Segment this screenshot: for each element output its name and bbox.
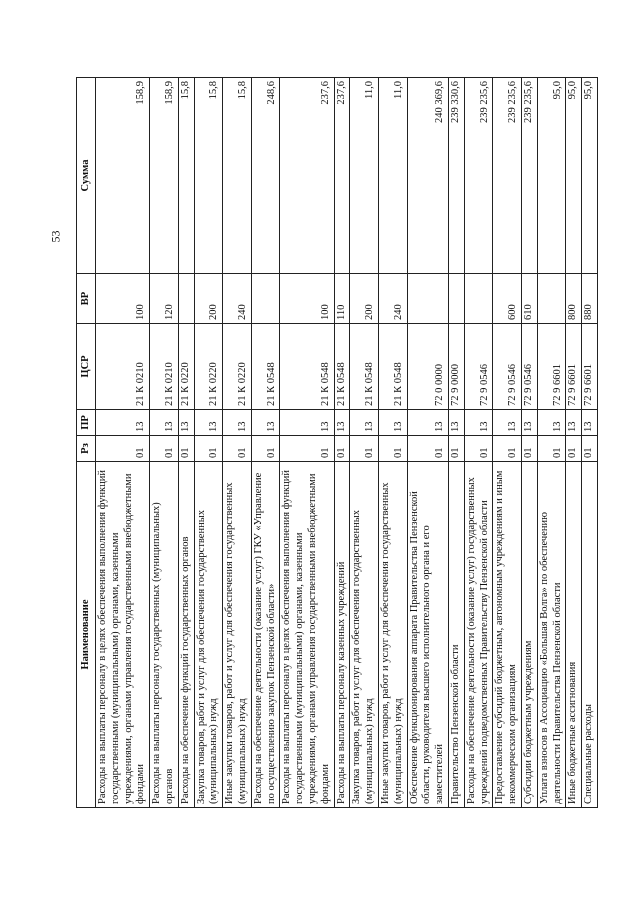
cell-rz: 01 [96,436,150,462]
cell-csr: 21 К 0220 [223,324,252,410]
table-row [537,78,566,808]
cell-vr: 120 [150,274,179,324]
cell-rz: 01 [493,436,522,462]
header-csr: ЦСР [77,324,96,410]
table-row [350,78,379,808]
cell-sum: 239 235,6 [464,78,493,274]
cell-pr: 13 [537,410,566,436]
cell-vr: 600 [493,274,522,324]
cell-rz: 01 [178,436,194,462]
cell-sum: 158,9 [96,78,150,274]
table-row [251,78,280,808]
cell-name: Расходы на выплаты персоналу в целях обеспечения выполнения функций государственными (муниципальными) органами, казенными учреждениями, органами управления государственными внебюджетными фондами [280,462,334,808]
table-row [280,78,334,808]
cell-vr: 880 [582,274,598,324]
cell-csr: 72 9 6601 [582,324,598,410]
cell-sum: 239 330,6 [448,78,464,274]
cell-csr: 72 9 0546 [464,324,493,410]
cell-vr [251,274,280,324]
cell-rz: 01 [464,436,493,462]
cell-sum: 237,6 [334,78,350,274]
cell-vr [537,274,566,324]
cell-name: Расходы на выплаты персоналу в целях обеспечения выполнения функций государственными (муниципальными) органами, казенными учреждениями, органами управления государственными внебюджетными фондами [96,462,150,808]
rotated-table-container [76,78,598,808]
table-row [194,78,223,808]
table-row [521,78,537,808]
cell-rz: 01 [223,436,252,462]
cell-vr [407,274,448,324]
cell-csr: 72 9 6601 [566,324,582,410]
cell-csr: 72 9 0546 [493,324,522,410]
cell-vr: 110 [334,274,350,324]
cell-pr: 13 [582,410,598,436]
cell-vr [178,274,194,324]
cell-name: Субсидии бюджетным учреждениям [521,462,537,808]
cell-sum: 95,0 [537,78,566,274]
table-row [150,78,179,808]
cell-csr: 21 К 0210 [150,324,179,410]
cell-name: Расходы на обеспечение деятельности (оказание услуг) ГКУ «Управление по осуществлению закупок Пензенской области» [251,462,280,808]
cell-csr: 21 К 0548 [378,324,407,410]
cell-rz: 01 [251,436,280,462]
cell-sum: 95,0 [566,78,582,274]
table-row [178,78,194,808]
cell-pr: 13 [280,410,334,436]
cell-csr: 72 9 6601 [537,324,566,410]
cell-name: Иные бюджетные ассигнования [566,462,582,808]
cell-pr: 13 [251,410,280,436]
table-row [464,78,493,808]
cell-pr: 13 [223,410,252,436]
cell-name: Специальные расходы [582,462,598,808]
cell-name: Иные закупки товаров, работ и услуг для обеспечения государственных (муниципальных) нужд [223,462,252,808]
cell-sum: 158,9 [150,78,179,274]
cell-pr: 13 [521,410,537,436]
cell-rz: 01 [194,436,223,462]
cell-pr: 13 [178,410,194,436]
table-row [407,78,448,808]
cell-csr: 72 9 0000 [448,324,464,410]
cell-vr: 240 [378,274,407,324]
cell-csr: 21 К 0220 [194,324,223,410]
table-row [582,78,598,808]
cell-vr: 800 [566,274,582,324]
cell-csr: 21 К 0220 [178,324,194,410]
table-row [566,78,582,808]
table-header-row [77,78,96,808]
cell-sum: 239 235,6 [493,78,522,274]
cell-vr: 100 [96,274,150,324]
cell-name: Расходы на выплаты персоналу казенных учреждений [334,462,350,808]
cell-name: Обеспечение функционирования аппарата Правительства Пензенской области, руководителя высшего исполнительного органа и его заместителей [407,462,448,808]
cell-rz: 01 [150,436,179,462]
cell-rz: 01 [521,436,537,462]
table-body [96,78,598,808]
cell-rz: 01 [334,436,350,462]
cell-pr: 13 [194,410,223,436]
cell-csr: 21 К 0548 [280,324,334,410]
cell-rz: 01 [280,436,334,462]
cell-sum: 237,6 [280,78,334,274]
cell-name: Расходы на обеспечение функций государственных органов [178,462,194,808]
cell-name: Иные закупки товаров, работ и услуг для обеспечения государственных (муниципальных) нужд [378,462,407,808]
cell-vr [464,274,493,324]
header-vr: ВР [77,274,96,324]
table-row [493,78,522,808]
table-row [378,78,407,808]
cell-rz: 01 [378,436,407,462]
cell-pr: 13 [493,410,522,436]
cell-name: Уплата взносов в Ассоциацию «Большая Волга» по обеспечению деятельности Правительства Пензенской области [537,462,566,808]
header-rz: Рз [77,436,96,462]
cell-sum: 15,8 [223,78,252,274]
cell-rz: 01 [407,436,448,462]
cell-pr: 13 [350,410,379,436]
header-pr: ПР [77,410,96,436]
cell-vr: 200 [350,274,379,324]
cell-sum: 248,6 [251,78,280,274]
cell-rz: 01 [566,436,582,462]
cell-csr: 21 К 0210 [96,324,150,410]
cell-sum: 239 235,6 [521,78,537,274]
cell-pr: 13 [566,410,582,436]
cell-name: Расходы на выплаты персоналу государственных (муниципальных) органов [150,462,179,808]
cell-vr: 610 [521,274,537,324]
table-row [334,78,350,808]
cell-pr: 13 [334,410,350,436]
cell-pr: 13 [150,410,179,436]
cell-vr: 240 [223,274,252,324]
cell-sum: 11,0 [350,78,379,274]
cell-name: Закупка товаров, работ и услуг для обеспечения государственных (муниципальных) нужд [194,462,223,808]
cell-csr: 21 К 0548 [251,324,280,410]
cell-name: Расходы на обеспечение деятельности (оказание услуг) государственных учреждений подведомственных Правительству Пензенской области [464,462,493,808]
cell-rz: 01 [537,436,566,462]
cell-pr: 13 [448,410,464,436]
cell-vr [448,274,464,324]
page-number: 53 [48,230,63,243]
cell-pr: 13 [378,410,407,436]
cell-rz: 01 [350,436,379,462]
table-row [448,78,464,808]
cell-vr: 100 [280,274,334,324]
cell-sum: 15,8 [194,78,223,274]
cell-pr: 13 [464,410,493,436]
cell-csr: 21 К 0548 [334,324,350,410]
cell-rz: 01 [582,436,598,462]
cell-name: Правительство Пензенской области [448,462,464,808]
budget-table [76,77,598,808]
cell-sum: 15,8 [178,78,194,274]
cell-csr: 72 9 0546 [521,324,537,410]
cell-vr: 200 [194,274,223,324]
cell-sum: 95,0 [582,78,598,274]
table-row [96,78,150,808]
cell-csr: 72 0 0000 [407,324,448,410]
cell-rz: 01 [448,436,464,462]
header-name: Наименование [77,462,96,808]
cell-pr: 13 [407,410,448,436]
header-sum: Сумма [77,78,96,274]
cell-name: Закупка товаров, работ и услуг для обеспечения государственных (муниципальных) нужд [350,462,379,808]
table-row [223,78,252,808]
cell-name: Предоставление субсидий бюджетным, автономным учреждениям и иным некоммерческим организациям [493,462,522,808]
cell-sum: 11,0 [378,78,407,274]
cell-sum: 240 369,6 [407,78,448,274]
cell-csr: 21 К 0548 [350,324,379,410]
cell-pr: 13 [96,410,150,436]
